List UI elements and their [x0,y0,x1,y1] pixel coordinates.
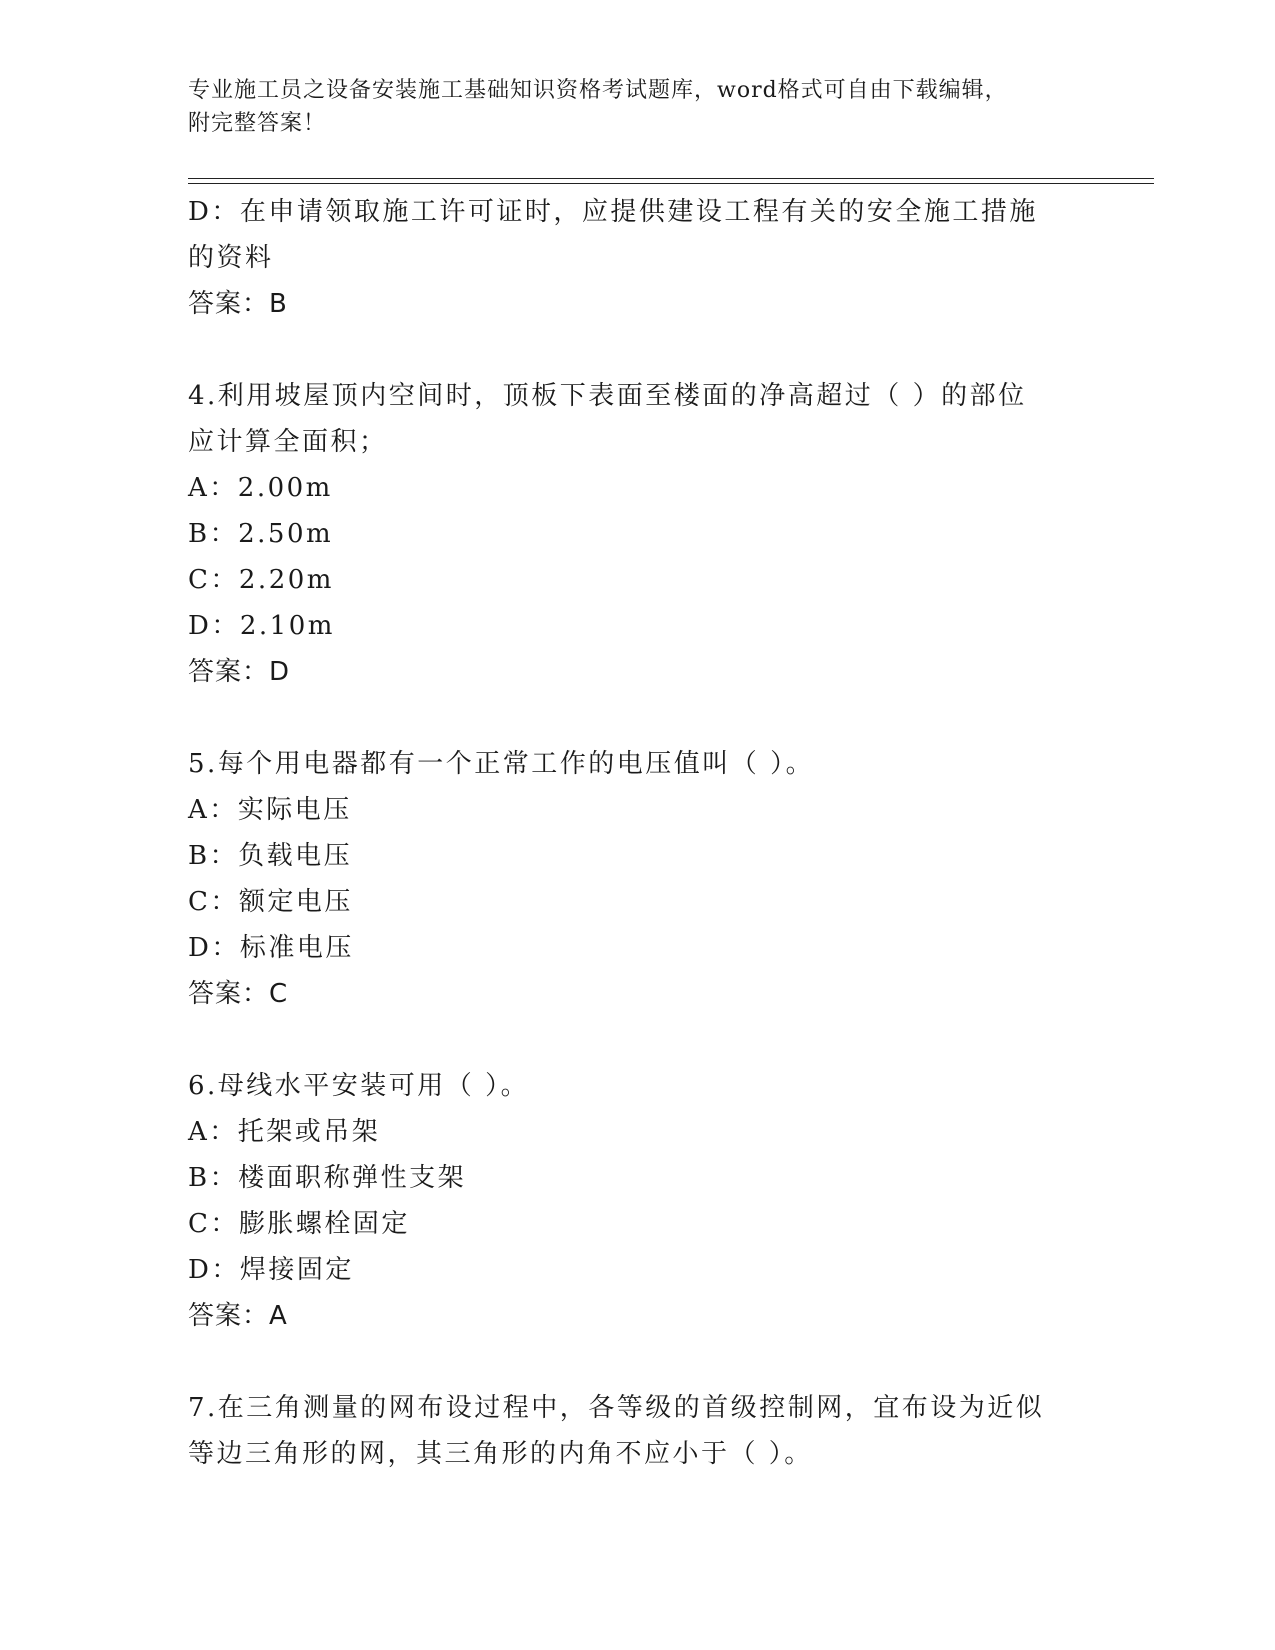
option-d: D：标准电压 [188,933,354,963]
option-d: D：焊接固定 [188,1255,354,1285]
answer: 答案：C [188,979,289,1009]
option-c: C：额定电压 [188,887,353,917]
answer: 答案：D [188,657,291,687]
question-content [188,189,1088,1477]
question-6 [188,1063,1088,1339]
header-divider-top [188,178,1154,179]
document-header [188,74,1088,140]
option-b: B：楼面职称弹性支架 [188,1163,467,1193]
question-7 [188,1385,1088,1477]
option-c: C：2.20m [188,565,334,595]
option-a: A：托架或吊架 [188,1117,381,1147]
option-c: C：膨胀螺栓固定 [188,1209,410,1239]
answer: 答案：B [188,289,288,319]
option-a: A：2.00m [188,473,333,503]
header-divider-bottom [188,183,1154,184]
option-b: B：2.50m [188,519,334,549]
option-a: A：实际电压 [188,795,352,825]
header-line-1: 专业施工员之设备安装施工基础知识资格考试题库，word格式可自由下载编辑， [188,78,1008,103]
question-text: 4.利用坡屋顶内空间时，顶板下表面至楼面的净高超过（ ）的部位应计算全面积； [188,381,1027,457]
question-text: 5.每个用电器都有一个正常工作的电压值叫（ ）。 [188,749,815,779]
option-b: B：负载电压 [188,841,353,871]
option-d: D：2.10m [188,611,335,641]
question-3-continued [188,189,1088,327]
answer: 答案：A [188,1301,288,1331]
question-text: 6.母线水平安装可用（ ）。 [188,1071,530,1101]
header-line-2: 附完整答案！ [188,111,327,136]
question-text: 7.在三角测量的网布设过程中，各等级的首级控制网，宜布设为近似等边三角形的网，其三角形的内角不应小于（ ）。 [188,1393,1045,1469]
option-d: D：在申请领取施工许可证时，应提供建设工程有关的安全施工措施的资料 [188,197,1038,273]
question-5 [188,741,1088,1017]
question-4 [188,373,1088,695]
